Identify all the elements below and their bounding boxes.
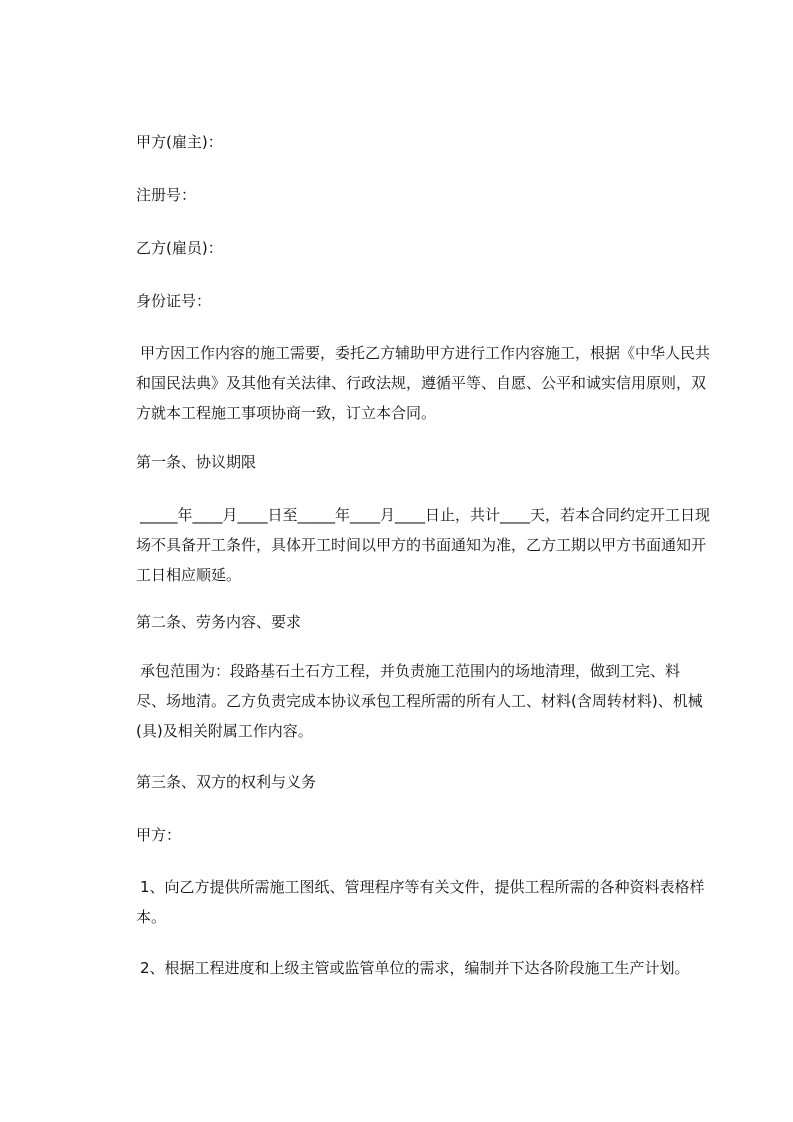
obligation-item-1: 1、向乙方提供所需施工图纸、管理程序等有关文件，提供工程所需的各种资料表格样本。: [136, 878, 705, 926]
article-3-title: 第三条、双方的权利与义务: [136, 773, 317, 791]
party-a-label: 甲方(雇主)：: [136, 133, 223, 151]
article-2-text: 承包范围为：段路基石土石方工程，并负责施工范围内的场地清理，做到工完、料尽、场地清。乙方负责完成本协议承包工程所需的所有人工、材料(含周转材料)、机械(具)及相关附属工作内容。: [136, 662, 703, 740]
registration-number-label: 注册号：: [136, 186, 197, 204]
intro-paragraph: 甲方因工作内容的施工需要，委托乙方辅助甲方进行工作内容施工，根据《中华人民共和国民法典》及其他有关法律、行政法规，遵循平等、自愿、公平和诚实信用原则，双方就本工程施工事项协商一致，订立本合同。: [136, 344, 711, 422]
article-2-title: 第二条、劳务内容、要求: [136, 613, 302, 631]
obligation-item-2: 2、根据工程进度和上级主管或监管单位的需求，编制并下达各阶段施工生产计划。: [140, 959, 690, 977]
party-a-heading: 甲方：: [136, 826, 182, 844]
party-b-label: 乙方(雇员)：: [136, 239, 223, 257]
article-1-title: 第一条、协议期限: [136, 453, 257, 471]
id-number-label: 身份证号：: [136, 292, 212, 310]
article-1-text: _____年____月____日至_____年____月____日止，共计____天，若本合同约定开工日现场不具备开工条件，具体开工时间以甲方的书面通知为准，乙方工期以甲方书面通知开工日相应顺延。: [136, 506, 711, 584]
